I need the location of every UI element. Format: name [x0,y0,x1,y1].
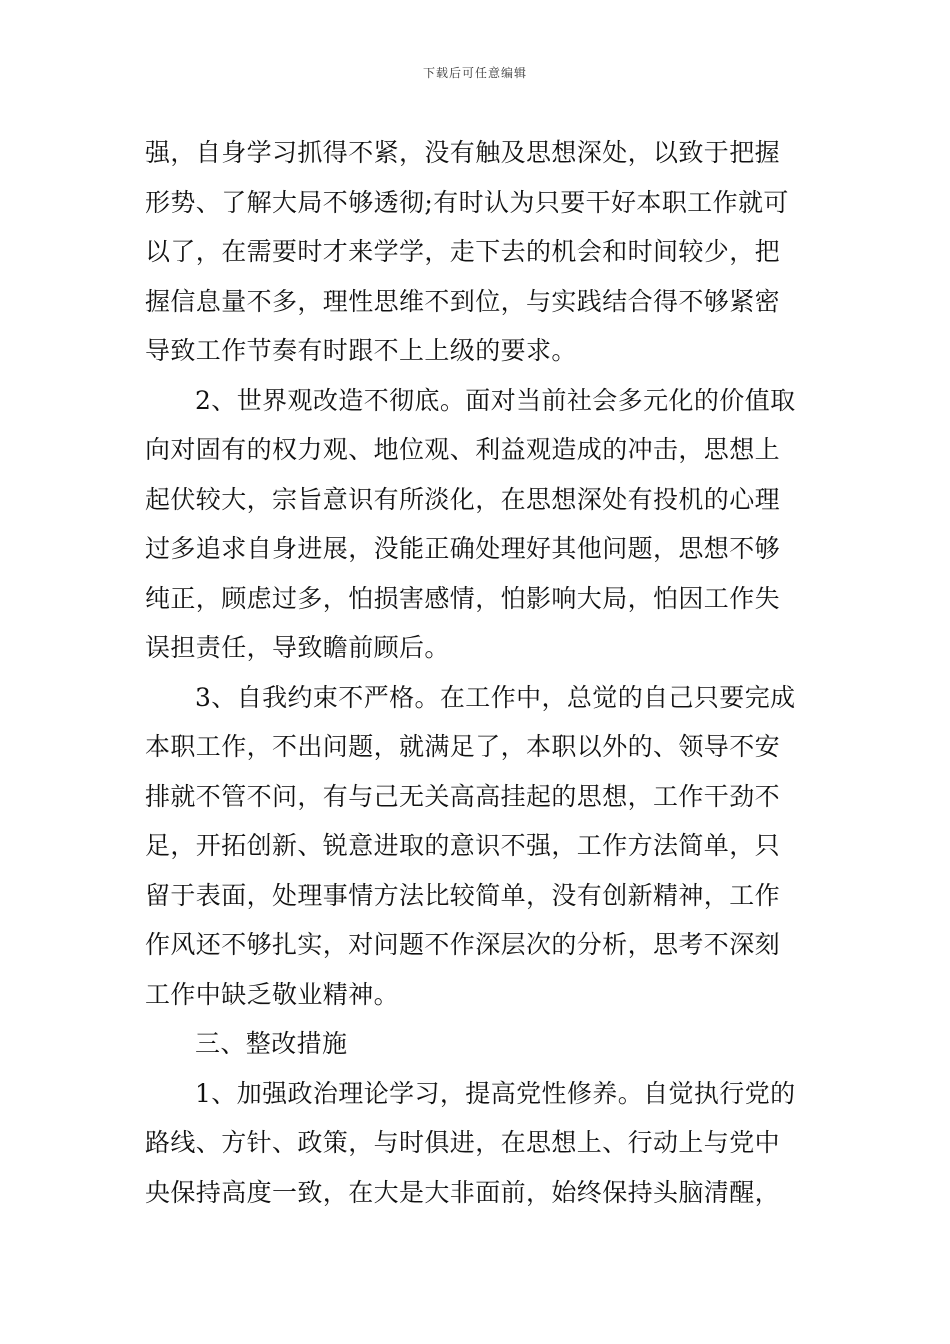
text-line: 以了，在需要时才来学学，走下去的机会和时间较少，把 [145,237,781,266]
text-line: 形势、了解大局不够透彻;有时认为只要干好本职工作就可 [145,187,789,217]
text-line: 工作中缺乏敬业精神。 [145,979,400,1009]
document-body [145,128,805,1217]
paragraph-start-line: 三、整改措施 [195,1029,348,1058]
text-line: 起伏较大，宗旨意识有所淡化，在思想深处有投机的心理 [145,484,781,514]
text-line: 路线、方针、政策，与时俱进，在思想上、行动上与党中 [145,1128,781,1157]
text-line: 导致工作节奏有时跟不上上级的要求。 [145,336,577,365]
text-line: 握信息量不多，理性思维不到位，与实践结合得不够紧密 [145,286,781,316]
text-line: 过多追求自身进展，没能正确处理好其他问题，思想不够 [145,534,781,563]
page-header-note: 下载后可任意编辑 [422,66,527,80]
text-line: 纯正，顾虑过多，怕损害感情，怕影响大局，怕因工作失 [145,583,781,613]
paragraph-start-line: 3、自我约束不严格。在工作中，总觉的自己只要完成 [195,682,796,712]
text-line: 向对固有的权力观、地位观、利益观造成的冲击，思想上 [145,435,781,464]
text-line: 作风还不够扎实，对问题不作深层次的分析，思考不深刻 [145,930,781,959]
text-line: 强，自身学习抓得不紧，没有触及思想深处，以致于把握 [145,138,781,167]
paragraph-start-line: 1、加强政治理论学习，提高党性修养。自觉执行党的 [195,1078,796,1108]
text-line: 足，开拓创新、锐意进取的意识不强，工作方法简单，只 [145,831,781,860]
paragraph-start-line: 2、世界观改造不彻底。面对当前社会多元化的价值取 [195,385,796,415]
text-line: 排就不管不问，有与己无关高高挂起的思想，工作干劲不 [145,781,781,811]
text-line: 央保持高度一致，在大是大非面前，始终保持头脑清醒， [145,1177,781,1207]
text-line: 留于表面，处理事情方法比较简单，没有创新精神，工作 [145,880,781,910]
text-line: 误担责任，导致瞻前顾后。 [145,633,450,662]
text-line: 本职工作，不出问题，就满足了，本职以外的、领导不安 [145,732,781,761]
